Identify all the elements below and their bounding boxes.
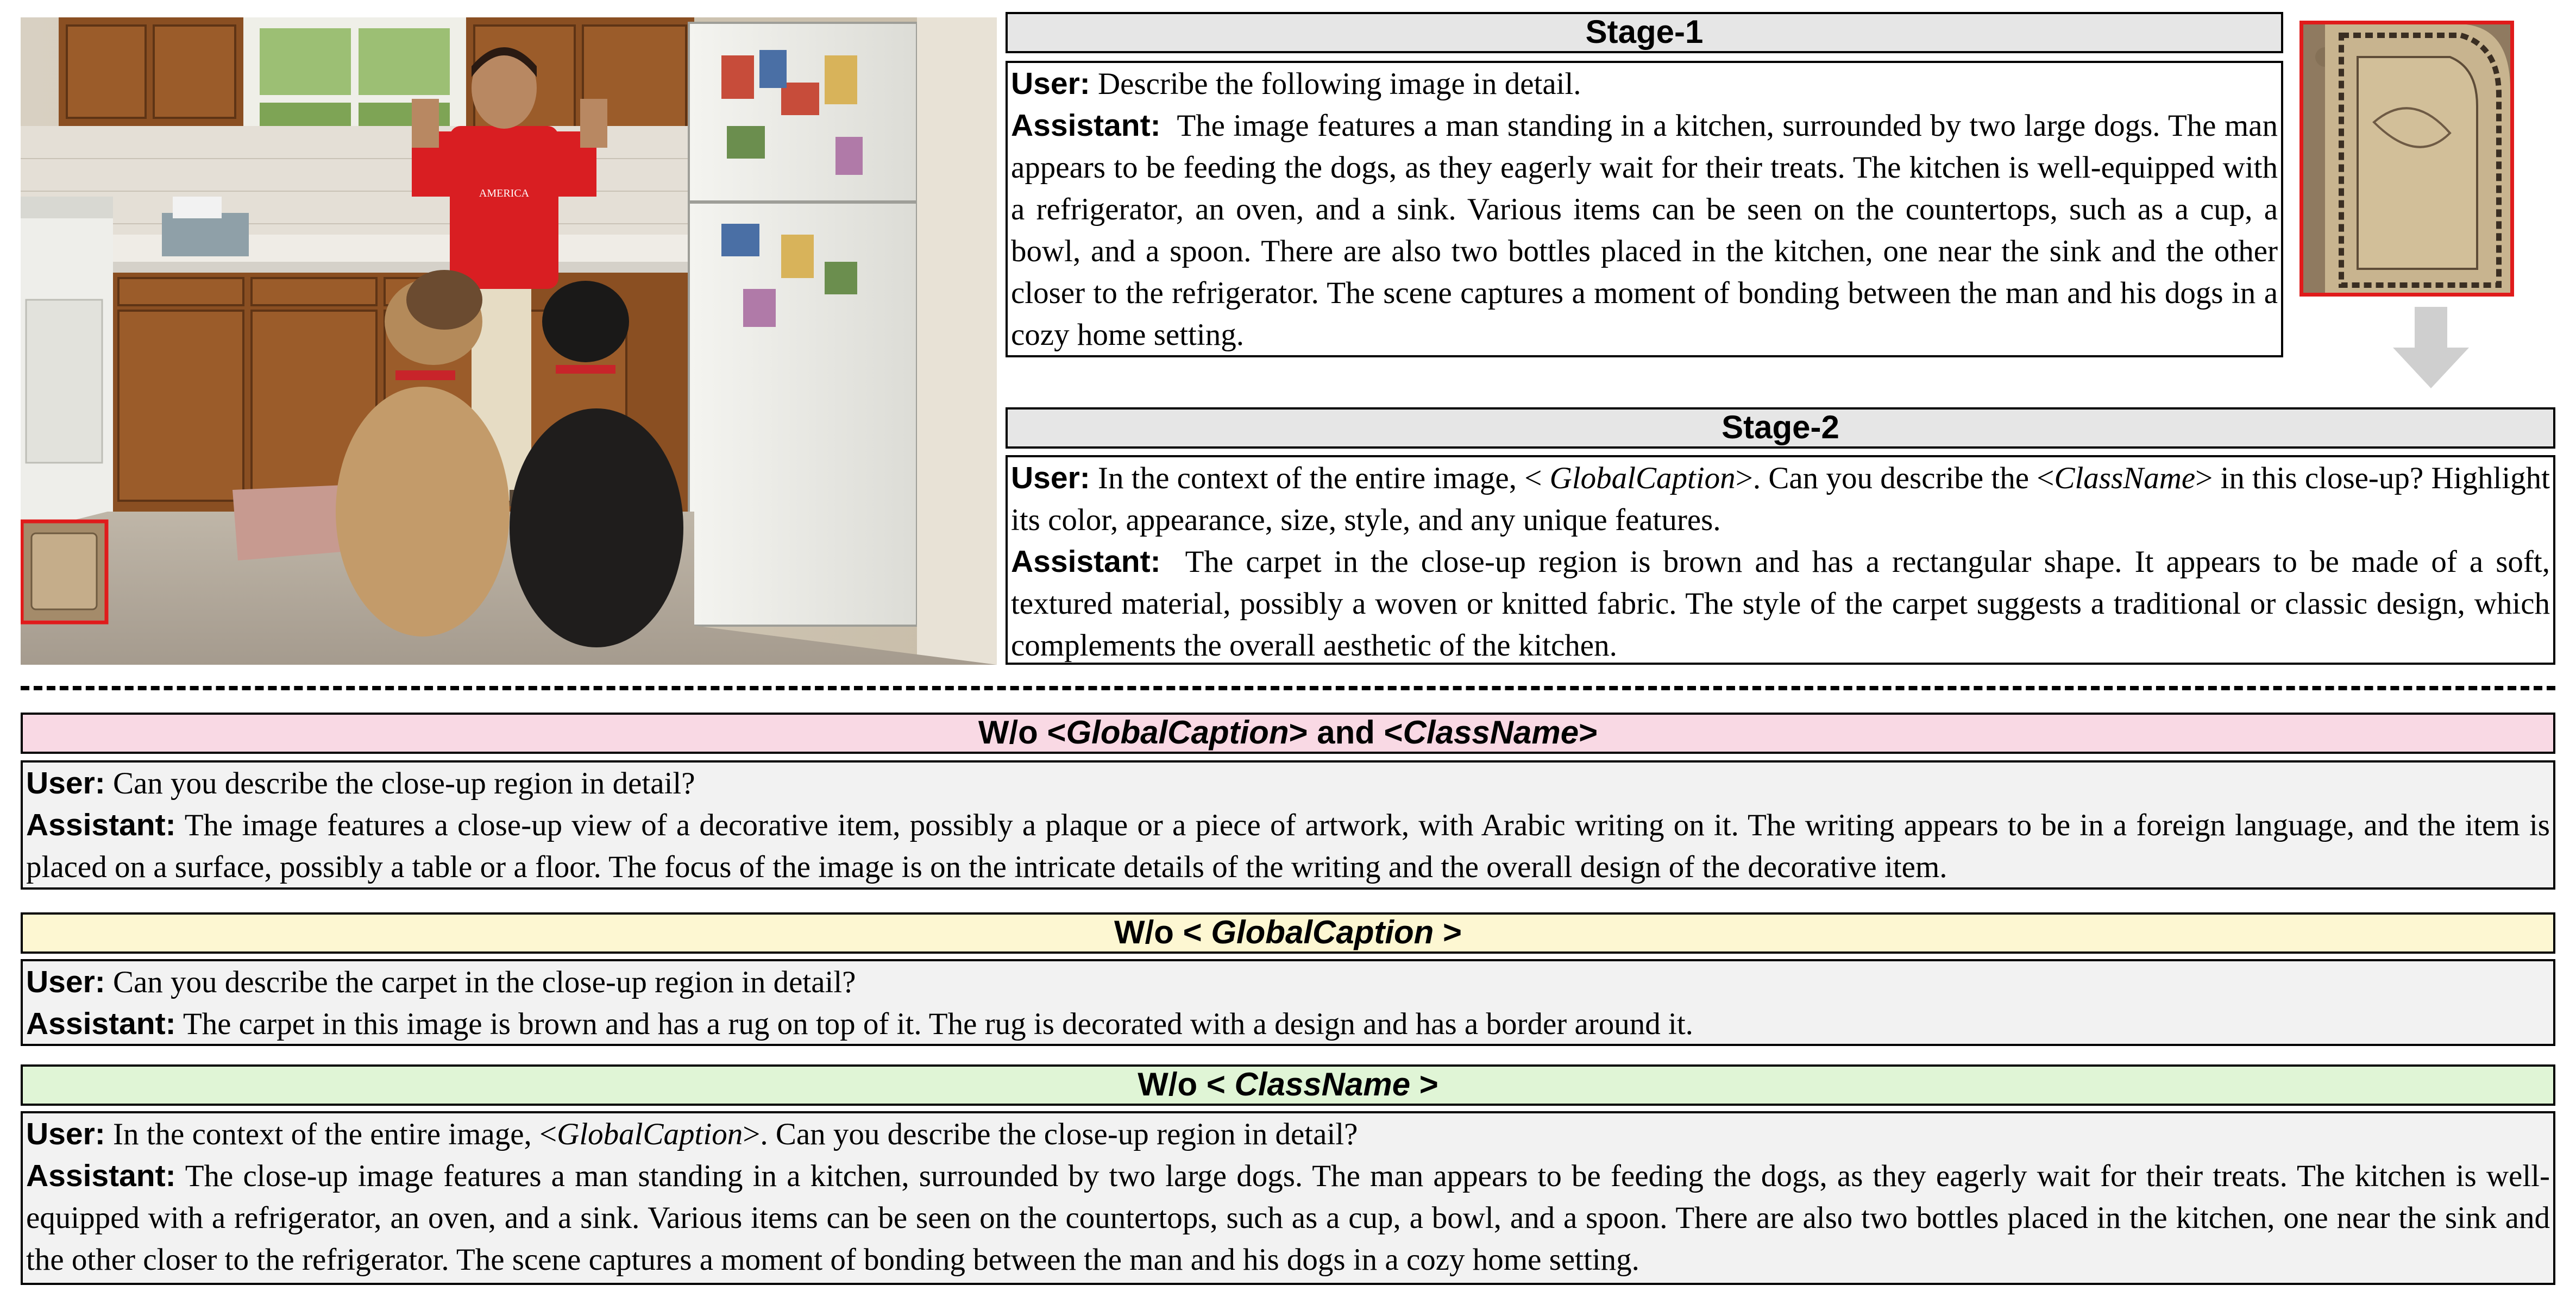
kitchen-photo — [21, 17, 997, 665]
stage1-assistant-label: Assistant: — [1011, 108, 1161, 143]
dish-rack — [162, 213, 249, 256]
stage2-box — [1006, 455, 2555, 665]
ablation-no-global-assistant-text: The carpet in this image is brown and has a rug on top of it. The rug is decorated with a design and has a border around it. — [183, 1007, 1693, 1041]
ablation-no-both-title-global: GlobalCaption — [1066, 714, 1289, 751]
stage1-box — [1006, 61, 2283, 357]
stage2-user-text-3: > in this close-up? Highlight its color, appearance, size, style, and any unique features. — [1011, 461, 2550, 537]
ablation-no-class-title-class: ClassName — [1234, 1066, 1411, 1102]
ablation-no-global-user-label: User: — [26, 965, 105, 999]
ablation-no-class-assistant-text: The close-up image features a man standing in a kitchen, surrounded by two large dogs. The man appears to be feeding the dogs, as they eagerly wait for their treats. The kitchen is well-equipped with a refrigerator, an oven, and a sink. Various items can be seen on the countertops, such as a cup, a bowl, and a spoon. There are also two bottles placed in the kitchen, one near the sink and the other closer to the refrigerator. The scene captures a moment of bonding between the man and his dogs in a cozy home setting. — [26, 1159, 2550, 1277]
shirt-print: AMERICA — [479, 187, 530, 199]
stage2-assistant-label: Assistant: — [1011, 544, 1161, 579]
ablation-no-both-title-3: > — [1579, 714, 1598, 751]
ablation-no-class-assistant-label: Assistant: — [26, 1158, 176, 1193]
ablation-no-global-user-text: Can you describe the carpet in the close-up region in detail? — [112, 965, 856, 999]
ablation-no-class-title — [21, 1064, 2555, 1106]
dashed-divider — [21, 686, 2555, 690]
ablation-no-global-assistant-label: Assistant: — [26, 1006, 176, 1041]
ablation-no-global-title-1: W/o < — [1114, 914, 1211, 950]
stage2-user-text-1: In the context of the entire image, < — [1098, 461, 1542, 495]
stage1-user-label: User: — [1011, 66, 1090, 101]
ablation-no-both-title — [21, 713, 2555, 754]
ablation-no-both-title-1: W/o < — [978, 714, 1066, 751]
highlighted-region — [22, 521, 106, 622]
stage2-assistant-text: The carpet in the close-up region is brown and has a rectangular shape. It appears to be made of a soft, textured material, possibly a woven or knitted fabric. The style of the carpet suggests a traditional or classic design, which complements the overall aesthetic of the kitchen. — [1011, 545, 2550, 663]
ablation-no-class-user-global: GlobalCaption — [557, 1117, 743, 1151]
ablation-no-global-title-global: GlobalCaption — [1211, 914, 1434, 950]
ablation-no-both-assistant-text: The image features a close-up view of a decorative item, possibly a plaque or a piece of artwork, with Arabic writing on it. The writing appears to be in a foreign language, and the item is placed on a surface, possibly a table or a floor. The focus of the image is on the intricate details of the writing and the overall design of the decorative item. — [26, 808, 2550, 884]
down-arrow-icon — [2393, 307, 2469, 388]
ablation-no-both-box — [21, 760, 2555, 890]
ablation-no-class-title-1: W/o < — [1138, 1066, 1235, 1102]
stage2-user-text-2: >. Can you describe the < — [1735, 461, 2054, 495]
ablation-no-both-title-class: ClassName — [1403, 714, 1579, 751]
stage1-assistant-text: The image features a man standing in a kitchen, surrounded by two large dogs. The man appears to be feeding the dogs, as they eagerly wait for their treats. The kitchen is well-equipped with a refrigerator, an oven, and a sink. Various items can be seen on the countertops, such as a cup, a bowl, and a spoon. There are also two bottles placed in the kitchen, one near the sink and the other closer to the refrigerator. The scene captures a moment of bonding between the man and his dogs in a cozy home setting. — [1011, 109, 2278, 352]
ablation-no-both-title-2: > and < — [1289, 714, 1403, 751]
ablation-no-both-assistant-label: Assistant: — [26, 808, 176, 842]
ablation-no-both-user-text: Can you describe the close-up region in detail? — [112, 766, 695, 801]
ablation-no-class-user-label: User: — [26, 1117, 105, 1151]
stage2-user-class: ClassName — [2054, 461, 2196, 495]
ablation-no-global-title — [21, 912, 2555, 954]
stage1-user-text: Describe the following image in detail. — [1097, 67, 1581, 101]
zoomed-crop — [2299, 21, 2514, 297]
ablation-no-class-title-2: > — [1410, 1066, 1438, 1102]
stage1-title: Stage-1 — [1006, 12, 2283, 53]
stage2-user-label: User: — [1011, 461, 1090, 495]
ablation-no-class-user-text-2: >. Can you describe the close-up region in detail? — [743, 1117, 1358, 1151]
ablation-no-class-user-text-1: In the context of the entire image, < — [112, 1117, 557, 1151]
ablation-no-global-title-2: > — [1434, 914, 1462, 950]
stage2-title: Stage-2 — [1006, 407, 2555, 449]
stage2-user-global: GlobalCaption — [1542, 461, 1736, 495]
ablation-no-both-user-label: User: — [26, 766, 105, 801]
ablation-no-class-box — [21, 1111, 2555, 1285]
ablation-no-global-box — [21, 959, 2555, 1046]
